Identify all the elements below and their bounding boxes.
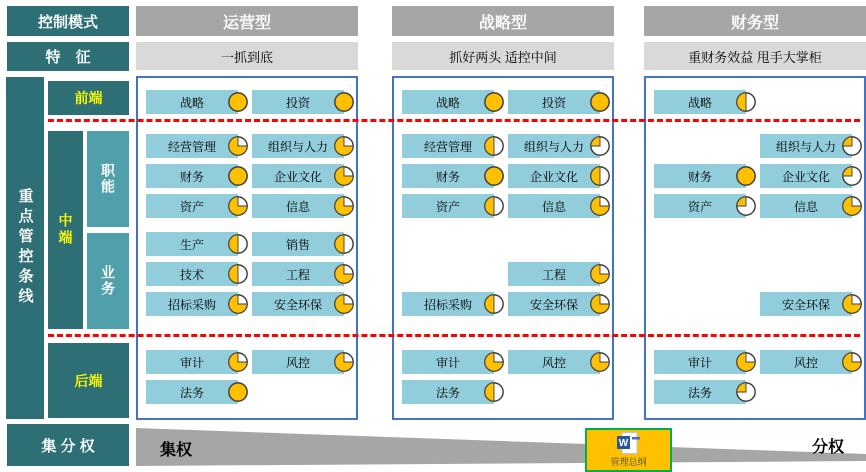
function-item xyxy=(654,164,757,188)
column-header-strategic: 战略型 xyxy=(392,6,614,36)
pie-indicator xyxy=(227,233,249,255)
pie-indicator xyxy=(333,165,355,187)
pie-indicator xyxy=(841,195,863,217)
pie-indicator xyxy=(735,351,757,373)
front-item xyxy=(402,90,505,114)
sidebar-back-label: 后端 xyxy=(48,343,129,418)
sidebar-front-label: 前端 xyxy=(48,81,129,115)
front-item xyxy=(508,90,611,114)
back-item xyxy=(508,350,611,374)
item-label: 资产 xyxy=(146,194,238,218)
pie-indicator xyxy=(841,351,863,373)
centralized-label: 集权 xyxy=(160,442,193,459)
item-label: 企业文化 xyxy=(508,164,600,188)
item-label: 信息 xyxy=(760,194,852,218)
sidebar-main-axis-label: 重点管控条线 xyxy=(6,77,44,419)
pie-indicator xyxy=(333,293,355,315)
function-item xyxy=(402,134,505,158)
pie-indicator xyxy=(589,195,611,217)
business-item xyxy=(402,292,505,316)
pie-indicator xyxy=(333,135,355,157)
front-item xyxy=(252,90,355,114)
business-item xyxy=(252,232,355,256)
decentralized-label: 分权 xyxy=(812,439,845,456)
pie-indicator xyxy=(333,233,355,255)
function-item xyxy=(760,194,863,218)
back-item xyxy=(252,350,355,374)
control-mode-header: 控制模式 xyxy=(7,6,129,36)
function-item xyxy=(508,194,611,218)
item-label: 招标采购 xyxy=(402,292,494,316)
item-label: 审计 xyxy=(146,350,238,374)
pie-indicator xyxy=(227,135,249,157)
business-item xyxy=(508,292,611,316)
doc-label: 管理总纲 xyxy=(610,457,647,467)
column-feature-operational: 一抓到底 xyxy=(136,42,358,70)
sidebar-middle-label: 中端 xyxy=(48,131,83,329)
item-label: 工程 xyxy=(252,262,344,286)
back-item xyxy=(654,380,757,404)
function-item xyxy=(252,134,355,158)
word-doc-icon xyxy=(614,432,644,454)
item-label: 企业文化 xyxy=(760,164,852,188)
pie-indicator xyxy=(227,351,249,373)
function-item xyxy=(252,164,355,188)
item-label: 风控 xyxy=(252,350,344,374)
dashed-divider-front xyxy=(48,119,860,122)
item-label: 风控 xyxy=(760,350,852,374)
pie-indicator xyxy=(589,91,611,113)
column-feature-strategic: 抓好两头 适控中间 xyxy=(392,42,614,70)
svg-text:W: W xyxy=(618,438,628,449)
centralization-wedge xyxy=(136,426,866,470)
pie-indicator xyxy=(483,195,505,217)
pie-indicator xyxy=(227,263,249,285)
item-label: 组织与人力 xyxy=(252,134,344,158)
function-item xyxy=(402,164,505,188)
item-label: 招标采购 xyxy=(146,292,238,316)
column-feature-financial: 重财务效益 甩手大掌柜 xyxy=(644,42,866,70)
item-label: 组织与人力 xyxy=(508,134,600,158)
item-label: 安全环保 xyxy=(508,292,600,316)
back-item xyxy=(760,350,863,374)
pie-indicator xyxy=(333,195,355,217)
item-label: 组织与人力 xyxy=(760,134,852,158)
item-label: 信息 xyxy=(252,194,344,218)
business-item xyxy=(146,292,249,316)
function-item xyxy=(654,194,757,218)
pie-indicator xyxy=(735,381,757,403)
front-item xyxy=(146,90,249,114)
business-item xyxy=(146,262,249,286)
pie-indicator xyxy=(589,293,611,315)
back-item xyxy=(146,380,249,404)
item-label: 企业文化 xyxy=(252,164,344,188)
sidebar-centralization-label: 集 分 权 xyxy=(7,424,129,466)
item-label: 资产 xyxy=(402,194,494,218)
business-item xyxy=(508,262,611,286)
business-item xyxy=(146,232,249,256)
item-label: 战略 xyxy=(402,90,494,114)
management-outline-doc xyxy=(585,428,672,472)
pie-indicator xyxy=(483,135,505,157)
column-header-operational: 运营型 xyxy=(136,6,358,36)
item-label: 安全环保 xyxy=(252,292,344,316)
function-item xyxy=(146,134,249,158)
function-item xyxy=(760,164,863,188)
column-box-strategic xyxy=(392,76,614,420)
pie-indicator xyxy=(227,195,249,217)
front-item xyxy=(654,90,757,114)
item-label: 财务 xyxy=(146,164,238,188)
back-item xyxy=(402,350,505,374)
business-item xyxy=(760,292,863,316)
item-label: 经营管理 xyxy=(402,134,494,158)
item-label: 风控 xyxy=(508,350,600,374)
function-item xyxy=(760,134,863,158)
pie-indicator xyxy=(333,351,355,373)
function-item xyxy=(252,194,355,218)
pie-indicator xyxy=(841,135,863,157)
back-item xyxy=(402,380,505,404)
column-header-financial: 财务型 xyxy=(644,6,866,36)
pie-indicator xyxy=(227,293,249,315)
item-label: 战略 xyxy=(654,90,746,114)
item-label: 法务 xyxy=(402,380,494,404)
function-item xyxy=(146,164,249,188)
item-label: 法务 xyxy=(146,380,238,404)
sidebar-business-label: 业务 xyxy=(87,233,129,329)
pie-indicator xyxy=(589,263,611,285)
item-label: 信息 xyxy=(508,194,600,218)
pie-indicator xyxy=(483,381,505,403)
pie-indicator xyxy=(483,293,505,315)
sidebar-functions-label: 职能 xyxy=(87,131,129,227)
column-box-operational xyxy=(136,76,358,420)
item-label: 审计 xyxy=(654,350,746,374)
item-label: 审计 xyxy=(402,350,494,374)
pie-indicator xyxy=(227,165,249,187)
item-label: 财务 xyxy=(402,164,494,188)
item-label: 法务 xyxy=(654,380,746,404)
pie-indicator xyxy=(735,91,757,113)
dashed-divider-back xyxy=(48,334,860,337)
function-item xyxy=(146,194,249,218)
item-label: 安全环保 xyxy=(760,292,852,316)
pie-indicator xyxy=(589,135,611,157)
item-label: 财务 xyxy=(654,164,746,188)
business-item xyxy=(252,292,355,316)
pie-indicator xyxy=(333,91,355,113)
function-item xyxy=(402,194,505,218)
item-label: 销售 xyxy=(252,232,344,256)
pie-indicator xyxy=(841,165,863,187)
business-item xyxy=(252,262,355,286)
pie-indicator xyxy=(589,351,611,373)
pie-indicator xyxy=(333,263,355,285)
function-item xyxy=(508,164,611,188)
back-item xyxy=(146,350,249,374)
back-item xyxy=(654,350,757,374)
function-item xyxy=(508,134,611,158)
pie-indicator xyxy=(227,381,249,403)
item-label: 生产 xyxy=(146,232,238,256)
feature-header: 特 征 xyxy=(7,42,129,71)
column-box-financial xyxy=(644,76,866,420)
pie-indicator xyxy=(735,195,757,217)
item-label: 经营管理 xyxy=(146,134,238,158)
pie-indicator xyxy=(841,293,863,315)
pie-indicator xyxy=(735,165,757,187)
pie-indicator xyxy=(483,351,505,373)
item-label: 投资 xyxy=(252,90,344,114)
item-label: 技术 xyxy=(146,262,238,286)
item-label: 工程 xyxy=(508,262,600,286)
item-label: 资产 xyxy=(654,194,746,218)
pie-indicator xyxy=(483,91,505,113)
item-label: 投资 xyxy=(508,90,600,114)
pie-indicator xyxy=(483,165,505,187)
pie-indicator xyxy=(589,165,611,187)
pie-indicator xyxy=(227,91,249,113)
item-label: 战略 xyxy=(146,90,238,114)
